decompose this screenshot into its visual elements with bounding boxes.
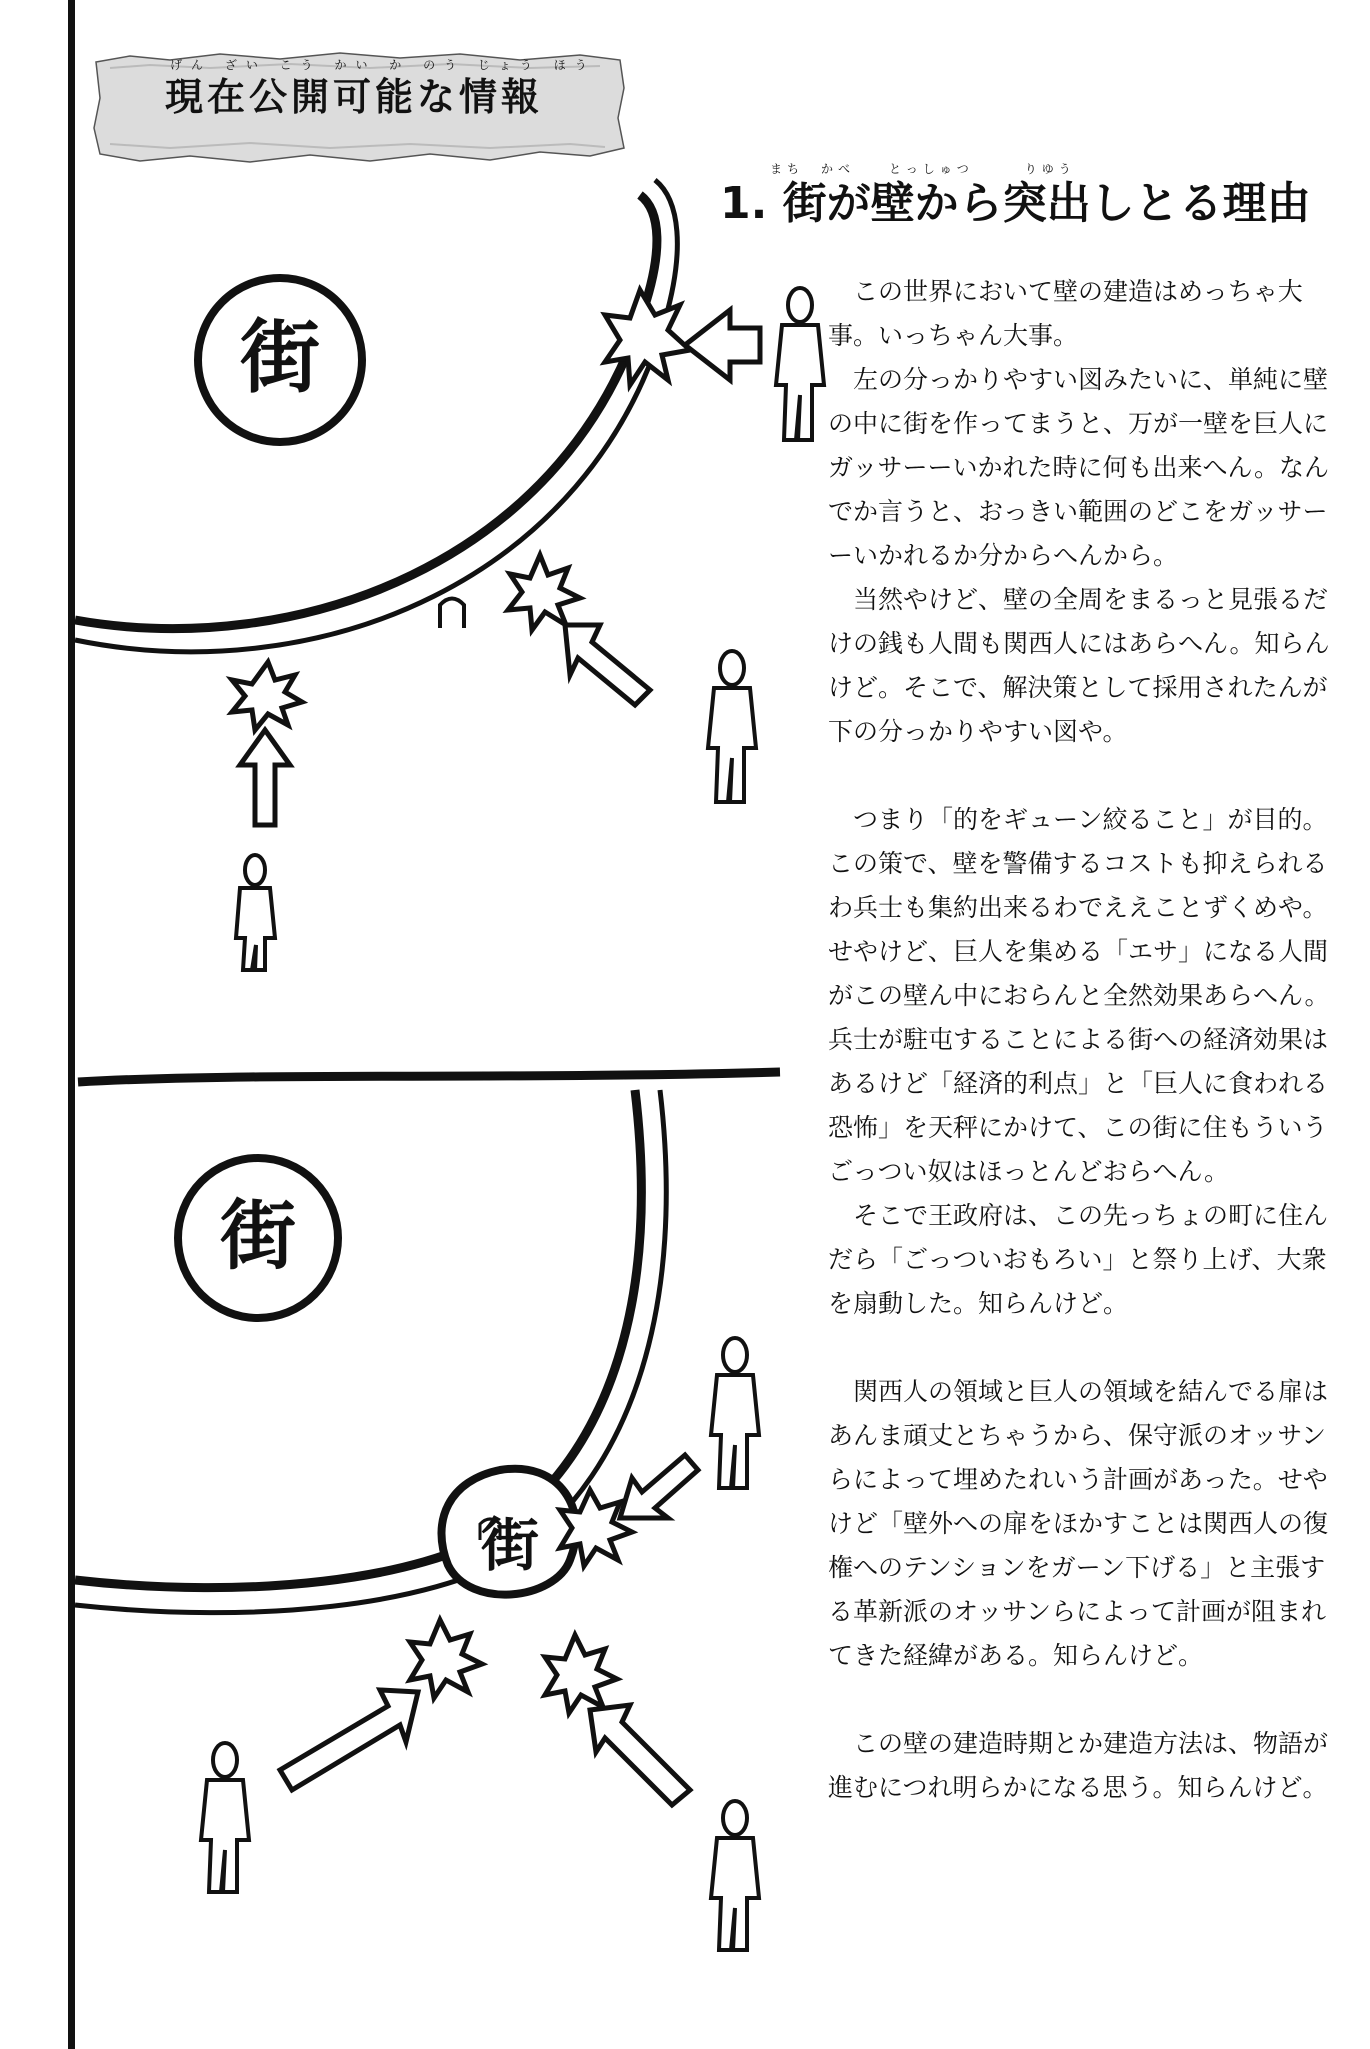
paragraph: 当然やけど、壁の全周をまるっと見張るだけの銭も人間も関西人にはあらへん。知らんけど。そこで、解決策として採用されたんが下の分っかりやすい図や。 bbox=[828, 585, 1330, 746]
arrow-up-left-icon bbox=[590, 1705, 690, 1805]
impact-burst-icon bbox=[410, 1620, 482, 1698]
bottom-diagram bbox=[75, 1090, 759, 1950]
paragraph: 関西人の領域と巨人の領域を結んでる扉はあんま頑丈とちゃうから、保守派のオッサンらによって埋めたれいう計画があった。せやけど「壁外への扉をほかすことは関西人の復権へのテンションをガーン下げる」と主張する革新派のオッサンらによって計画が阻まれてきた経緯がある。知らんけど。 bbox=[828, 1377, 1329, 1670]
paragraph: 左の分っかりやすい図みたいに、単純に壁の中に街を作ってまうと、万が一壁を巨人にガッサーーいかれた時に何も出来へん。なんでか言うと、おっきい範囲のどこをガッサーーいかれるか分からへんから。 bbox=[828, 365, 1330, 570]
paragraph: つまり「的をギューン絞ること」が目的。この策で、壁を警備するコストも抑えられるわ兵士も集約出来るわでええことずくめや。せやけど、巨人を集める「エサ」になる人間がこの壁ん中におらんと全然効果あらへん。兵士が駐屯することによる街への経済効果はあるけど「経済的利点」と「巨人に食われる恐怖」を天秤にかけて、この街に住もういうごっつい奴はほっとんどおらへん。 bbox=[828, 805, 1330, 1186]
impact-burst-icon bbox=[508, 555, 580, 630]
paragraph: この世界において壁の建造はめっちゃ大事。いっちゃん大事。 bbox=[828, 277, 1303, 350]
titan-figure-icon bbox=[711, 1801, 759, 1950]
header-ruby: げん ざい こう かい か のう じょう ほう bbox=[170, 58, 596, 72]
paragraph: この壁の建造時期とか建造方法は、物語が進むにつれ明らかになる思う。知らんけど。 bbox=[828, 1729, 1329, 1802]
town-label-top: 街 bbox=[240, 310, 320, 404]
gate-icon bbox=[440, 599, 464, 629]
wall-outer-top bbox=[75, 195, 657, 629]
arrow-up-right-icon bbox=[280, 1690, 418, 1790]
body-text bbox=[828, 270, 1338, 1810]
wall-inner-top bbox=[75, 180, 677, 652]
paragraph: そこで王政府は、この先っちょの町に住んだら「ごっついおもろい」と祭り上げ、大衆を扇動した。知らんけど。 bbox=[828, 1201, 1329, 1318]
titan-figure-icon bbox=[236, 855, 275, 970]
impact-burst-icon bbox=[232, 662, 302, 730]
arrow-down-left-icon bbox=[620, 1455, 698, 1518]
arrow-left-icon bbox=[685, 310, 760, 380]
titan-figure-icon bbox=[776, 288, 824, 440]
titan-figure-icon bbox=[708, 651, 756, 802]
header-title: 現在公開可能な情報 bbox=[165, 75, 544, 119]
impact-burst-icon bbox=[545, 1635, 617, 1713]
top-diagram bbox=[75, 180, 824, 970]
town-label-outpost: 街 bbox=[480, 1511, 540, 1579]
section-heading-ruby: まち かべ とっしゅつ りゆう bbox=[770, 162, 1076, 176]
titan-figure-icon bbox=[201, 1743, 249, 1892]
town-label-bottom: 街 bbox=[220, 1191, 296, 1280]
panel-divider bbox=[78, 1072, 780, 1082]
section-heading: 1. 街が壁から突出しとる理由 bbox=[720, 178, 1311, 229]
arrow-up-icon bbox=[240, 730, 290, 825]
arrow-up-left-icon bbox=[565, 625, 650, 705]
titan-figure-icon bbox=[711, 1338, 759, 1488]
